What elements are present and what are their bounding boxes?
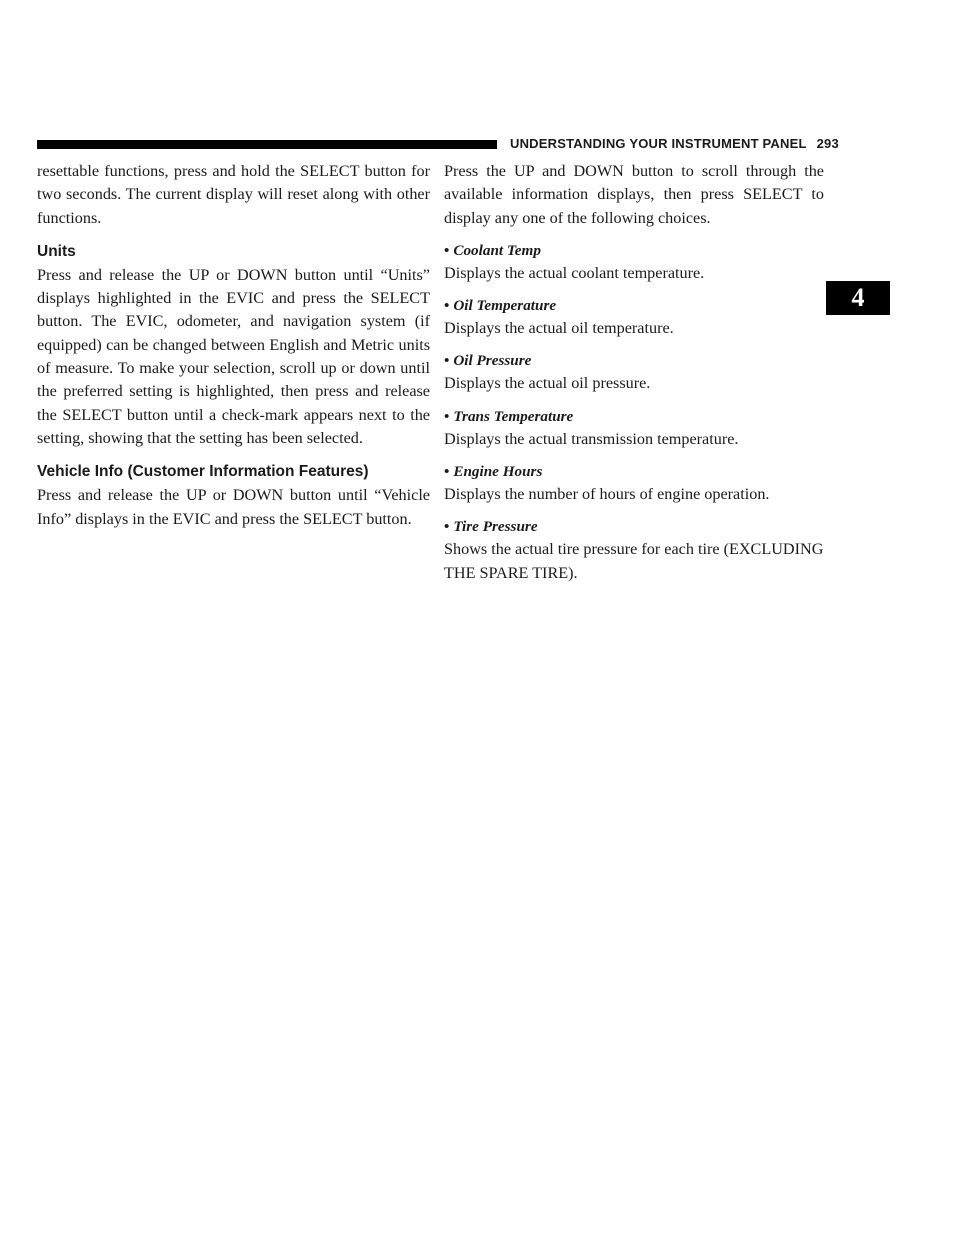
vehicle-info-heading: Vehicle Info (Customer Information Features) [37, 463, 369, 481]
list-item-title: Oil Temperature [453, 297, 557, 315]
right-column [444, 160, 824, 585]
list-item-title: Trans Temperature [453, 407, 574, 425]
list-item [444, 240, 824, 285]
list-item-title: Oil Pressure [453, 352, 532, 370]
bullet-icon: • [444, 463, 450, 481]
vehicle-info-paragraph: Press and release the UP or DOWN button until “Vehicle Info” displays in the EVIC and press the SELECT button. [37, 486, 430, 528]
intro-paragraph: resettable functions, press and hold the SELECT button for two seconds. The current display will reset along with other functions. [37, 162, 430, 227]
running-header [510, 135, 839, 153]
list-item-title: Tire Pressure [453, 518, 538, 536]
left-column [37, 160, 430, 531]
page-number: 293 [816, 136, 839, 151]
chapter-tab: 4 [826, 281, 890, 315]
list-item [444, 350, 824, 395]
list-item-description: Displays the actual coolant temperature. [444, 263, 705, 282]
bullet-icon: • [444, 241, 450, 259]
list-item-description: Shows the actual tire pressure for each tire (EXCLUDING THE SPARE TIRE). [444, 540, 824, 582]
bullet-icon: • [444, 407, 450, 425]
list-item-description: Displays the number of hours of engine operation. [444, 485, 770, 504]
list-item [444, 516, 824, 585]
list-item [444, 461, 824, 506]
list-item [444, 295, 824, 340]
list-item-title: Engine Hours [453, 463, 543, 481]
bullet-icon: • [444, 352, 450, 370]
list-item-description: Displays the actual oil pressure. [444, 374, 651, 393]
header-title: UNDERSTANDING YOUR INSTRUMENT PANEL [510, 136, 807, 151]
header-rule [37, 140, 497, 149]
units-paragraph: Press and release the UP or DOWN button until “Units” displays highlighted in the EVIC and press the SELECT button. The EVIC, odometer, and navigation system (if equipped) can be changed between English and Metric units of measure. To make your selection, scroll up or down until the preferred setting is highlighted, then press and release the SELECT button until a check-mark appears next to the setting, showing that the setting has been selected. [37, 265, 430, 447]
bullet-icon: • [444, 297, 450, 315]
list-item-description: Displays the actual oil temperature. [444, 319, 674, 338]
choices-intro-paragraph: Press the UP and DOWN button to scroll through the available information displays, then press SELECT to display any one of the following choices. [444, 162, 824, 227]
bullet-icon: • [444, 518, 450, 536]
list-item [444, 406, 824, 451]
list-item-description: Displays the actual transmission temperature. [444, 429, 739, 448]
list-item-title: Coolant Temp [453, 241, 541, 259]
units-heading: Units [37, 242, 76, 260]
